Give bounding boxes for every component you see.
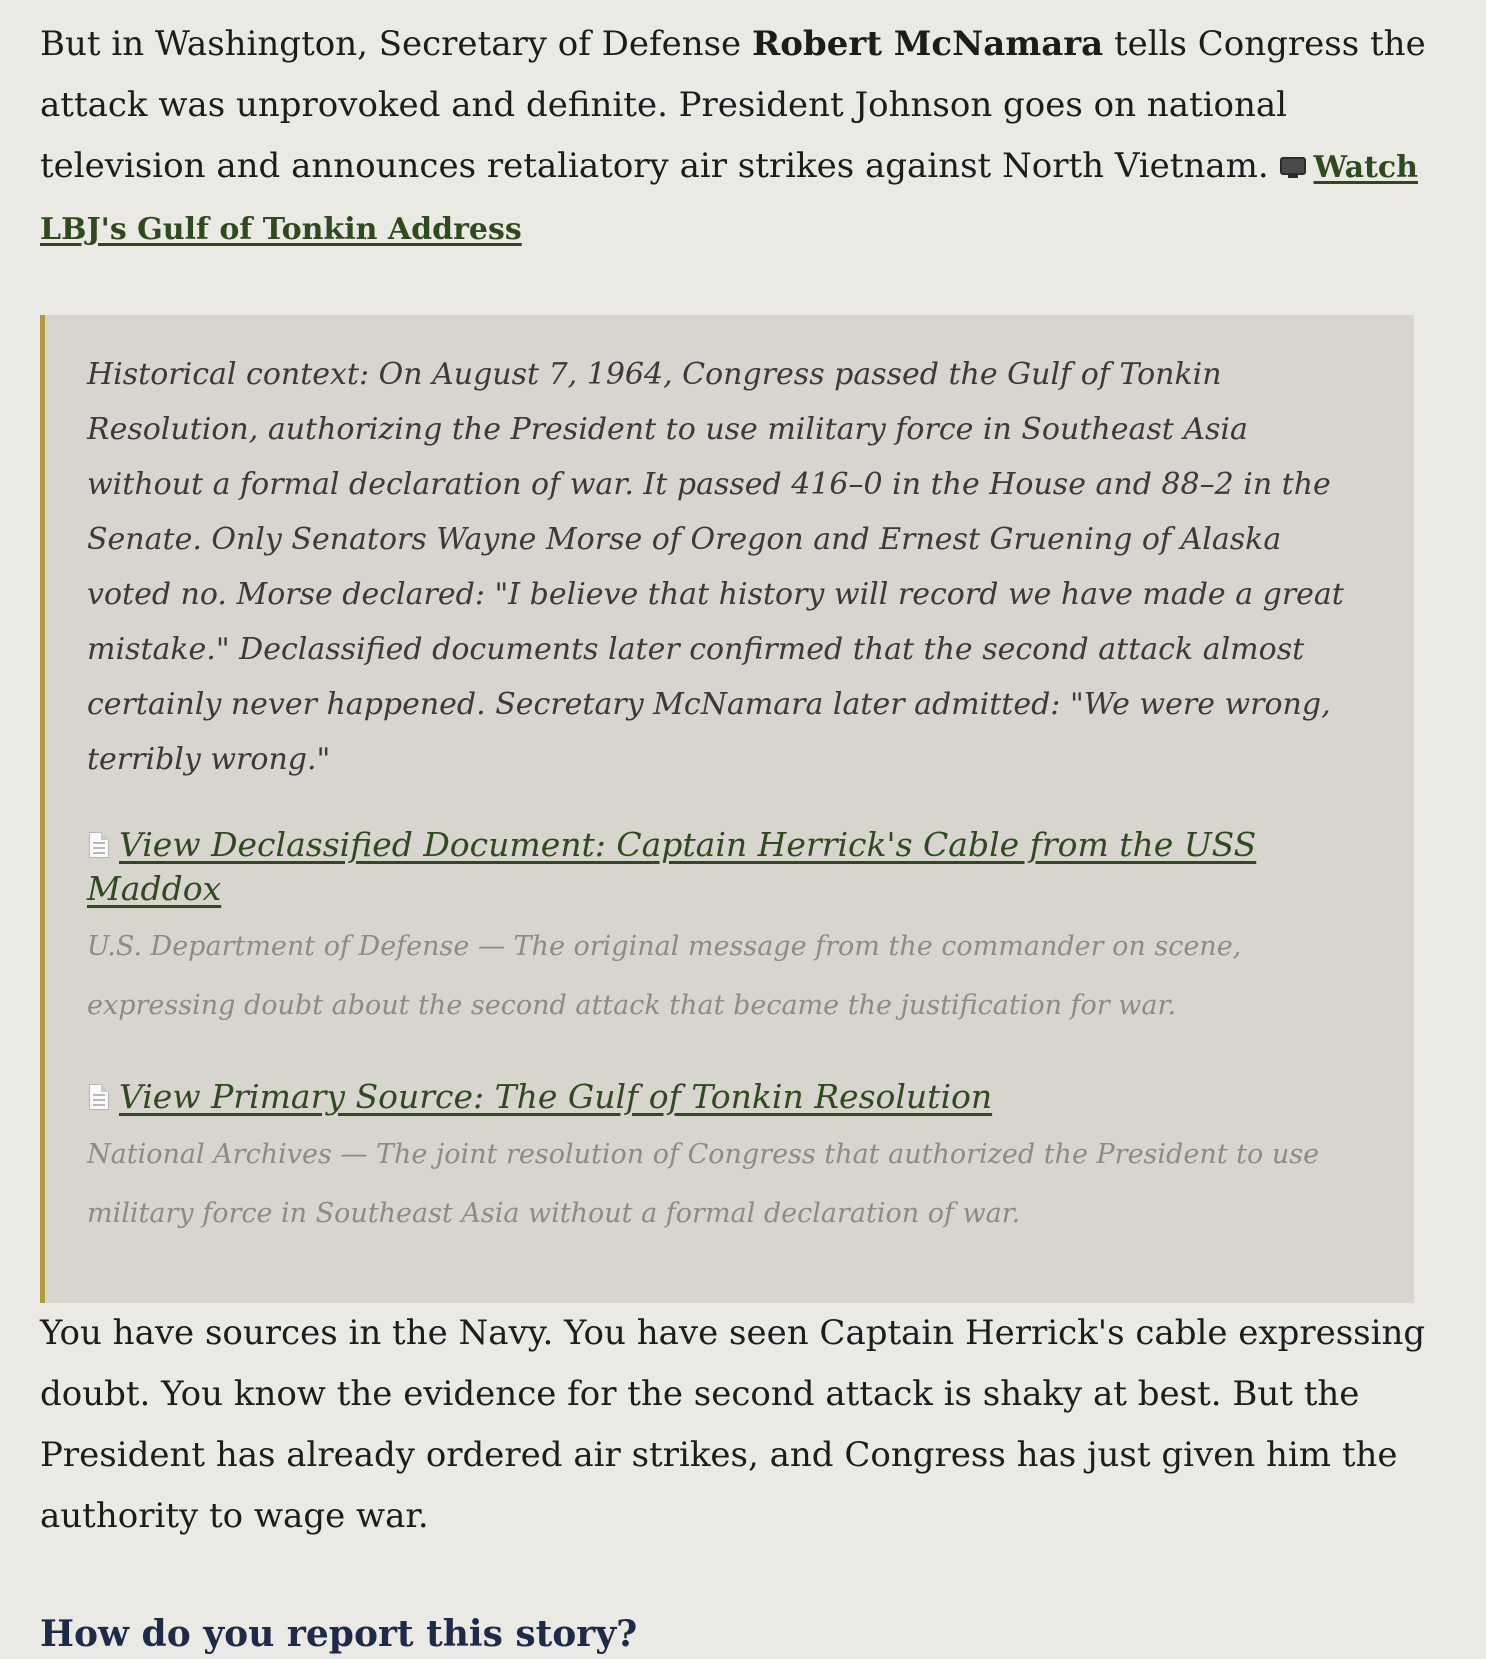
intro-text-before: But in Washington, Secretary of Defense <box>40 24 752 64</box>
question-heading: How do you report this story? <box>40 1613 638 1655</box>
tonkin-resolution-link[interactable] <box>87 1075 992 1119</box>
reporter-dilemma-paragraph: You have sources in the Navy. You have seen Captain Herrick's cable expressing doubt. You know the evidence for the second attack is shaky at best. But the President has already ordered air strikes, and Congress has just given him the authority to wage war. <box>40 1313 1426 1536</box>
television-icon <box>1279 155 1307 179</box>
source-item-tonkin-resolution <box>87 1075 1368 1243</box>
historical-context-box <box>40 315 1414 1303</box>
tonkin-resolution-description: National Archives — The joint resolution of Congress that authorized the President to use military force in Southeast Asia without a formal declaration of war. <box>87 1139 1320 1229</box>
herrick-cable-description: U.S. Department of Defense — The original message from the commander on scene, expressing doubt about the second attack that became the justification for war. <box>87 931 1242 1021</box>
herrick-cable-link[interactable] <box>87 823 1368 911</box>
document-icon <box>87 1082 111 1112</box>
mcnamara-name: Robert McNamara <box>751 24 1104 64</box>
source-item-herrick-cable <box>87 823 1368 1035</box>
herrick-cable-label: View Declassified Document: Captain Herrick's Cable from the USS Maddox <box>87 825 1257 908</box>
tonkin-resolution-label: View Primary Source: The Gulf of Tonkin Resolution <box>119 1077 993 1116</box>
document-icon <box>87 830 111 860</box>
watch-lbj-address-label: Watch LBJ's Gulf of Tonkin Address <box>40 150 1418 247</box>
historical-context-text: Historical context: On August 7, 1964, Congress passed the Gulf of Tonkin Resolution, authorizing the President to use military force in Southeast Asia without a formal declaration of war. It passed 416–0 in the House and 88–2 in the Senate. Only Senators Wayne Morse of Oregon and Ernest Gruening of Alaska voted no. Morse declared: "I believe that history will record we have made a great mistake." Declassified documents later confirmed that the second attack almost certainly never happened. Secretary McNamara later admitted: "We were wrong, terribly wrong." <box>87 357 1344 777</box>
intro-text-after: tells Congress the attack was unprovoked and definite. President Johnson goes on national television and announces retaliatory air strikes against North Vietnam. <box>40 24 1426 186</box>
intro-paragraph <box>40 14 1446 260</box>
